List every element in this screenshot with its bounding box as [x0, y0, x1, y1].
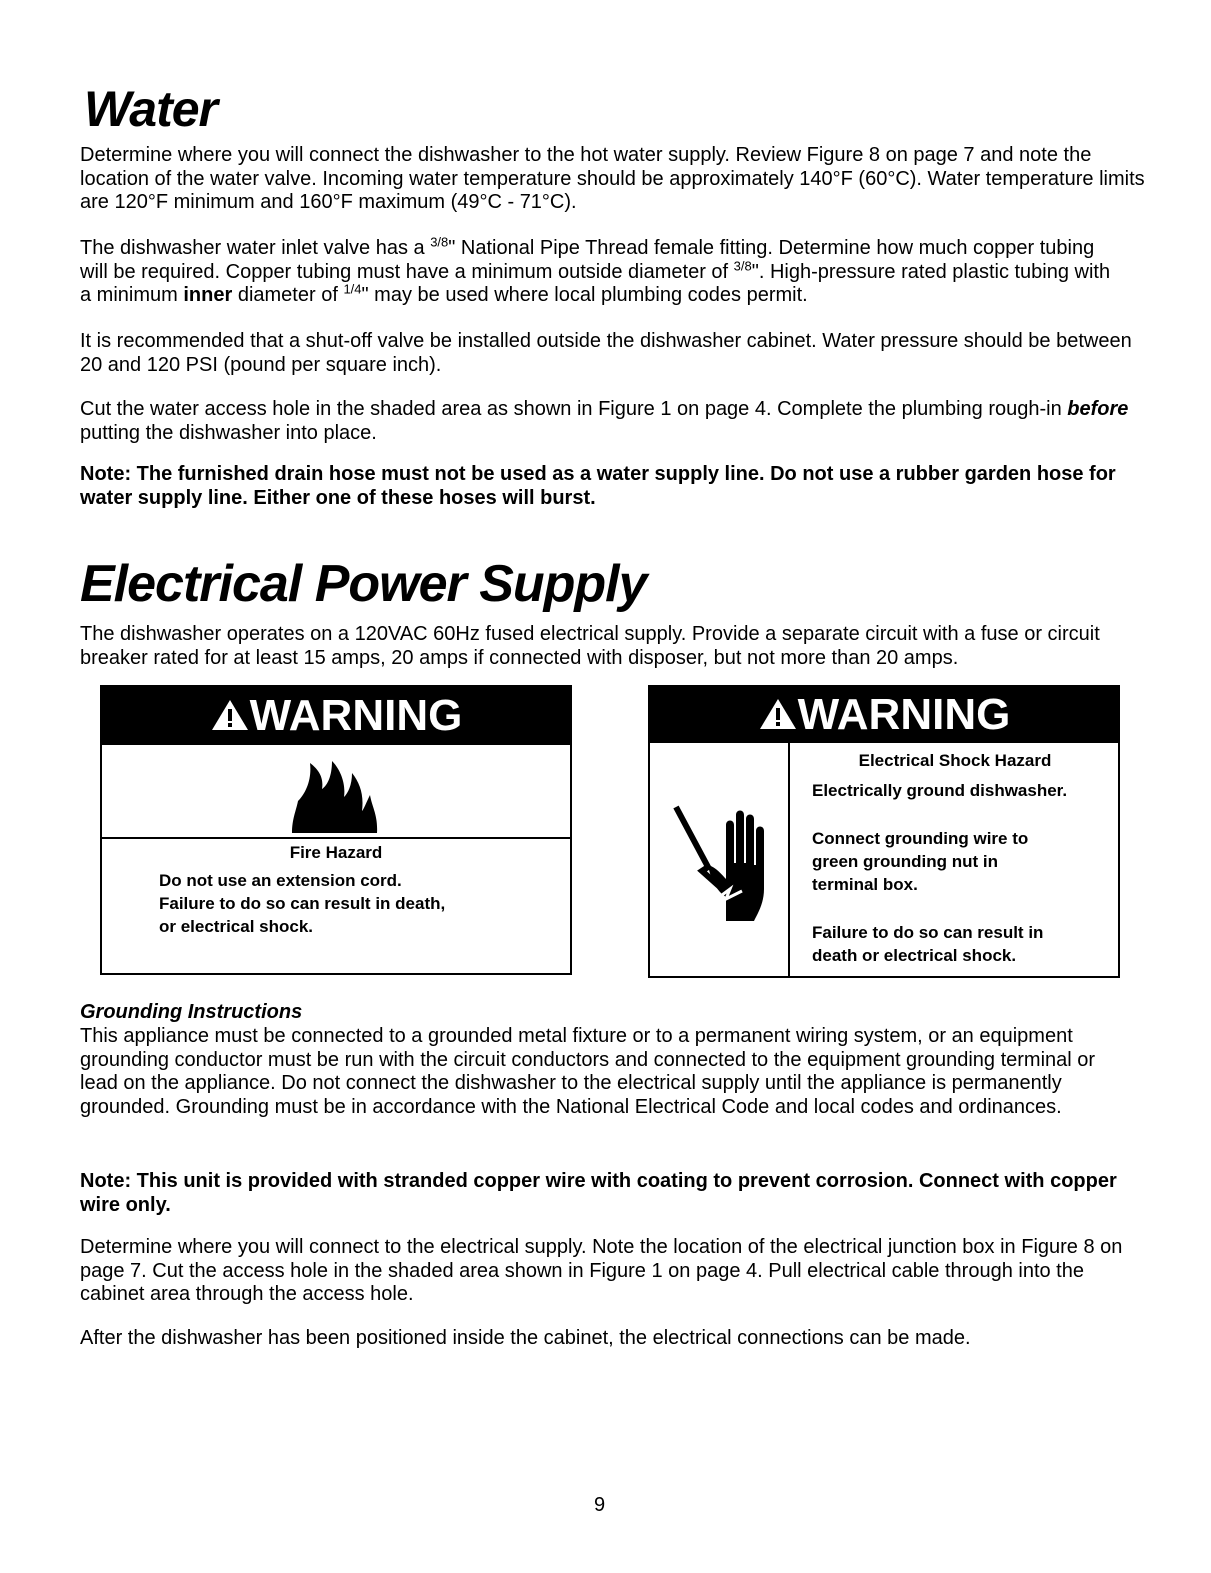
shock-warning-line-3: green grounding nut in	[812, 852, 999, 871]
fire-warning-line-1: Do not use an extension cord.	[159, 871, 402, 890]
grounding-paragraph-2: Determine where you will connect to the electrical supply. Note the location of the electrical junction box in Figure 8 on page 7. Cut the access hole in the shaded area shown in Figure 1 on page 4. Pull electrical cable through into the cabinet area through the access hole.	[80, 1236, 1123, 1305]
warning-banner: WARNING	[650, 687, 1118, 743]
grounding-paragraph-3: After the dishwasher has been positioned inside the cabinet, the electrical connections can be made.	[80, 1327, 971, 1349]
electrical-title: Electrical Power Supply	[80, 555, 647, 613]
emphasis-before: before	[1067, 398, 1129, 420]
divider	[788, 743, 790, 978]
fraction-one-quarter: 1/4	[343, 281, 362, 297]
shock-warning-line-6: death or electrical shock.	[812, 946, 1017, 965]
water-paragraph-2: The dishwasher water inlet valve has a $^{3/8}$" National Pipe Thread female fitting. Determine how much copper tubing will be required. Copper tubing must have a minimum outside diameter of $^{3/8}$". High-pressure rated plastic tubing with a minimum inner diameter of $^{1/4}$" may be used where local plumbing codes permit.	[80, 234, 1111, 306]
shock-warning-line-5: Failure to do so can result in	[812, 923, 1044, 942]
fire-warning-box	[100, 685, 572, 975]
warning-triangle-icon	[758, 687, 798, 743]
water-note: Note: The furnished drain hose must not be used as a water supply line. Do not use a rubber garden hose for water supply line. Either one of these hoses will burst.	[80, 463, 1116, 509]
water-title: Water	[84, 81, 218, 137]
electrical-paragraph-1: The dishwasher operates on a 120VAC 60Hz fused electrical supply. Provide a separate circuit with a fuse or circuit breaker rated for at least 15 amps, 20 amps if connected with disposer, but not more than 20 amps.	[80, 623, 1100, 669]
fraction-three-eighths: 3/8	[733, 257, 752, 273]
electric-shock-hand-icon	[668, 803, 778, 928]
fraction-three-eighths: 3/8	[430, 234, 449, 250]
shock-hazard-title: Electrical Shock Hazard	[858, 751, 1052, 770]
water-paragraph-3: It is recommended that a shut-off valve be installed outside the dishwasher cabinet. Water pressure should be between 20 and 120 PSI (pound per square inch).	[80, 330, 1132, 376]
shock-warning-line-1: Electrically ground dishwasher.	[812, 781, 1068, 800]
page-number: 9	[594, 1494, 606, 1516]
warning-banner: WARNING	[102, 687, 570, 745]
divider	[102, 837, 570, 839]
shock-warning-box	[648, 685, 1120, 978]
emphasis-inner: inner	[183, 284, 233, 306]
fire-warning-line-3: or electrical shock.	[159, 917, 314, 936]
water-paragraph-4: Cut the water access hole in the shaded area as shown in Figure 1 on page 4. Complete the plumbing rough-in before putting the dishwasher into place.	[80, 398, 1129, 444]
fire-icon	[282, 755, 382, 840]
fire-warning-line-2: Failure to do so can result in death,	[159, 894, 446, 913]
water-paragraph-1: Determine where you will connect the dishwasher to the hot water supply. Review Figure 8 on page 7 and note the location of the water valve. Incoming water temperature should be approximately 140°F (60°C). Water temperature limits are 120°F minimum and 160°F maximum (49°C - 71°C).	[80, 144, 1145, 213]
grounding-note: Note: This unit is provided with stranded copper wire with coating to prevent corrosion. Connect with copper wire only.	[80, 1170, 1117, 1216]
grounding-heading: Grounding Instructions	[80, 1001, 303, 1023]
grounding-paragraph-1: This appliance must be connected to a grounded metal fixture or to a permanent wiring system, or an equipment grounding conductor must be run with the circuit conductors and connected to the equipment grounding terminal or lead on the appliance. Do not connect the dishwasher to the electrical supply until the appliance is permanently grounded. Grounding must be in accordance with the National Electrical Code and local codes and ordinances.	[80, 1025, 1096, 1118]
warning-triangle-icon	[210, 687, 250, 745]
shock-warning-line-2: Connect grounding wire to	[812, 829, 1029, 848]
fire-hazard-title: Fire Hazard	[289, 843, 383, 862]
shock-warning-line-4: terminal box.	[812, 875, 918, 894]
